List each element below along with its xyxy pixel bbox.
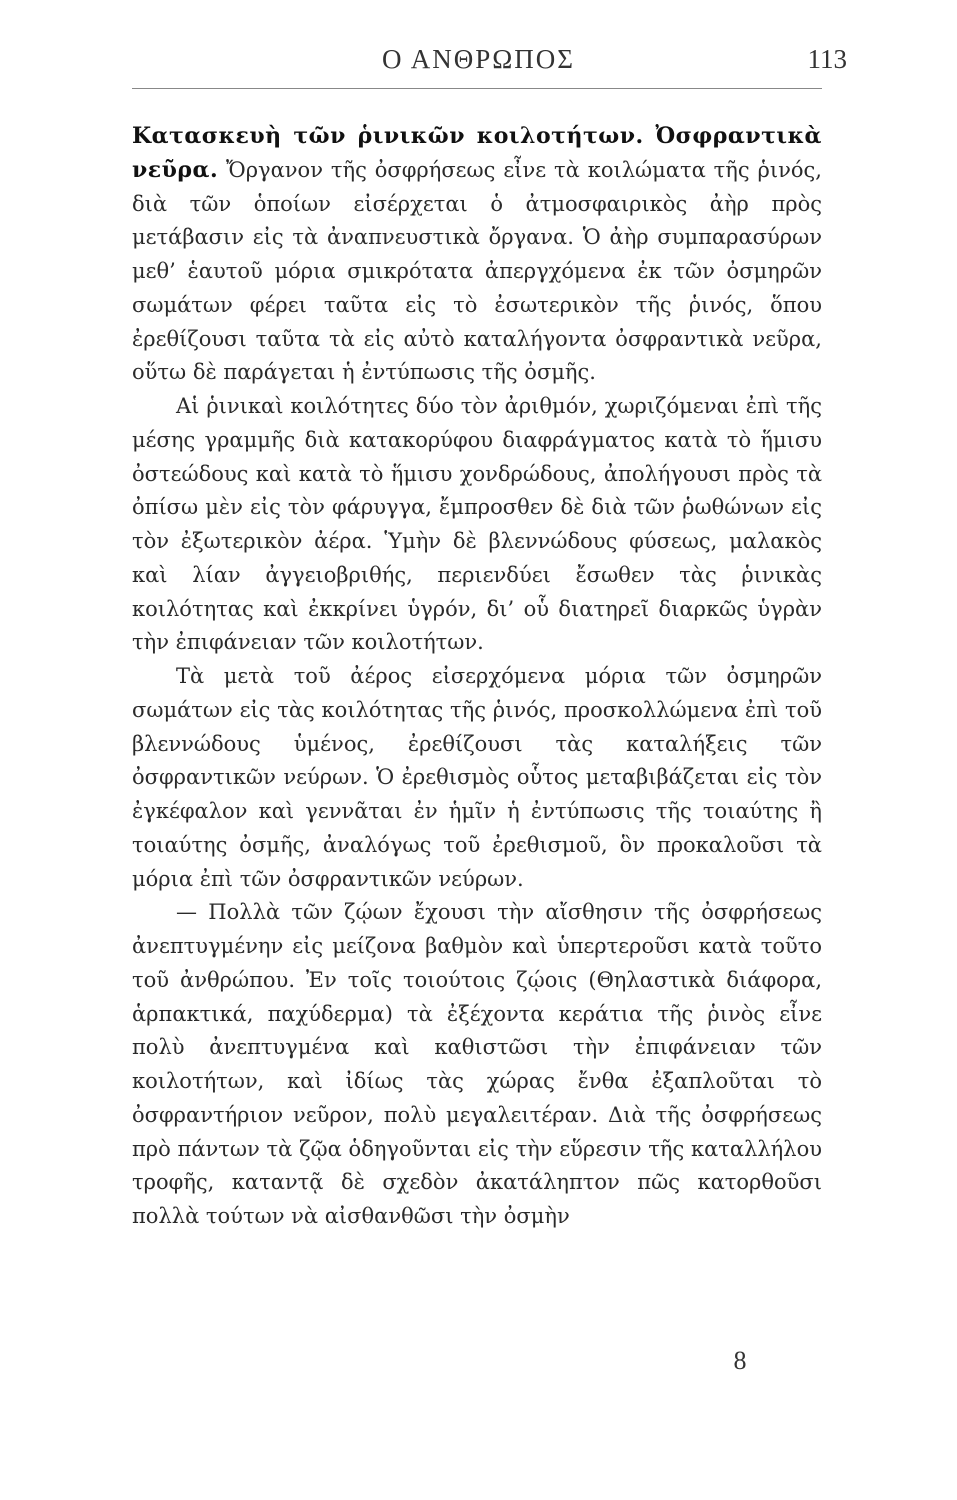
body-text <box>132 120 822 1234</box>
section-title: Κατασκευὴ τῶν ῥινικῶν κοιλοτήτων. Ὀσφραντικὰ νεῦρα. <box>132 123 822 183</box>
paragraph-particles: Τὰ μετὰ τοῦ ἀέρος εἰσερχόμενα μόρια τῶν ὀσμηρῶν σωμάτων εἰς τὰς κοιλότητας τῆς ῥινός, προσκολλώμενα ἐπὶ τοῦ βλεννώδους ὑμένος, ἐρεθίζουσι τὰς καταλήξεις τῶν ὀσφραντικῶν νεύρων. Ὁ ἐρεθισμὸς οὗτος μεταβιβάζεται εἰς τὸν ἐγκέφαλον καὶ γεννᾶται ἐν ἡμῖν ἡ ἐντύπωσις τῆς τοιαύτης ἢ τοιαύτης ὀσμῆς, ἀναλόγως τοῦ ἐρεθισμοῦ, ὃν προκαλοῦσι τὰ μόρια ἐπὶ τῶν ὀσφραντικῶν νεύρων. <box>132 664 822 891</box>
running-header-title: Ο ΑΝΘΡΩΠΟΣ <box>381 44 576 74</box>
section-paragraph <box>132 120 822 390</box>
signature-mark: 8 <box>733 1346 747 1375</box>
section-intro: Ὄργανον τῆς ὀσφρήσεως εἶνε τὰ κοιλώματα τῆς ῥινός, διὰ τῶν ὁποίων εἰσέρχεται ὁ ἀτμοσφαιρικὸς ἀὴρ πρὸς μετάβασιν εἰς τὰ ἀναπνευστικὰ ὄργανα. Ὁ ἀὴρ συμπαρασύρων μεθ’ ἑαυτοῦ μόρια σμικρότατα ἀπεργχόμενα ἐκ τῶν ὀσμηρῶν σωμάτων φέρει ταῦτα εἰς τὸ ἐσωτερικὸν τῆς ῥινός, ὅπου ἐρεθίζουσι ταῦτα τὰ εἰς αὐτὸ καταλήγοντα ὀσφραντικὰ νεῦρα, οὕτω δὲ παράγεται ἡ ἐντύπωσις τῆς ὀσμῆς. <box>132 157 822 385</box>
header-rule <box>132 88 822 89</box>
paragraph-animals: — Πολλὰ τῶν ζῴων ἔχουσι τὴν αἴσθησιν τῆς ὀσφρήσεως ἀνεπτυγμένην εἰς μείζονα βαθμὸν καὶ ὑπερτεροῦσι κατὰ τοῦτο τοῦ ἀνθρώπου. Ἐν τοῖς τοιούτοις ζῴοις (Θηλαστικὰ διάφορα, ἁρπακτικά, παχύδερμα) τὰ ἐξέχοντα κεράτια τῆς ῥινὸς εἶνε πολὺ ἀνεπτυγμένα καὶ καθιστῶσι τὴν ἐπιφάνειαν τῶν κοιλοτήτων, καὶ ἰδίως τὰς χώρας ἔνθα ἐξαπλοῦται τὸ ὀσφραντήριον νεῦρον, πολὺ μεγαλειτέραν. Διὰ τῆς ὀσφρήσεως πρὸ πάντων τὰ ζῷα ὁδηγοῦνται εἰς τὴν εὕρεσιν τῆς καταλλήλου τροφῆς, καταντᾷ δὲ σχεδὸν ἀκατάληπτον πῶς κατορθοῦσι πολλὰ τούτων νὰ αἰσθανθῶσι τὴν ὀσμὴν <box>132 900 822 1228</box>
page-number: 113 <box>807 44 847 74</box>
paragraph-cavities: Αἱ ῥινικαὶ κοιλότητες δύο τὸν ἀριθμόν, χωριζόμεναι ἐπὶ τῆς μέσης γραμμῆς διὰ κατακορύφου διαφράγματος κατὰ τὸ ἥμισυ ὀστεώδους καὶ κατὰ τὸ ἥμισυ χονδρώδους, ἀπολήγουσι πρὸς τὰ ὀπίσω μὲν εἰς τὸν φάρυγγα, ἔμπροσθεν δὲ διὰ τῶν ῥωθώνων εἰς τὸν ἐξωτερικὸν ἀέρα. Ὑμὴν δὲ βλεννώδους φύσεως, μαλακὸς καὶ λίαν ἀγγειοβριθής, περιενδύει ἔσωθεν τὰς ῥινικὰς κοιλότητας καὶ ἐκκρίνει ὑγρόν, δι’ οὗ διατηρεῖ διαρκῶς ὑγρὰν τὴν ἐπιφάνειαν τῶν κοιλοτήτων. <box>132 394 822 655</box>
